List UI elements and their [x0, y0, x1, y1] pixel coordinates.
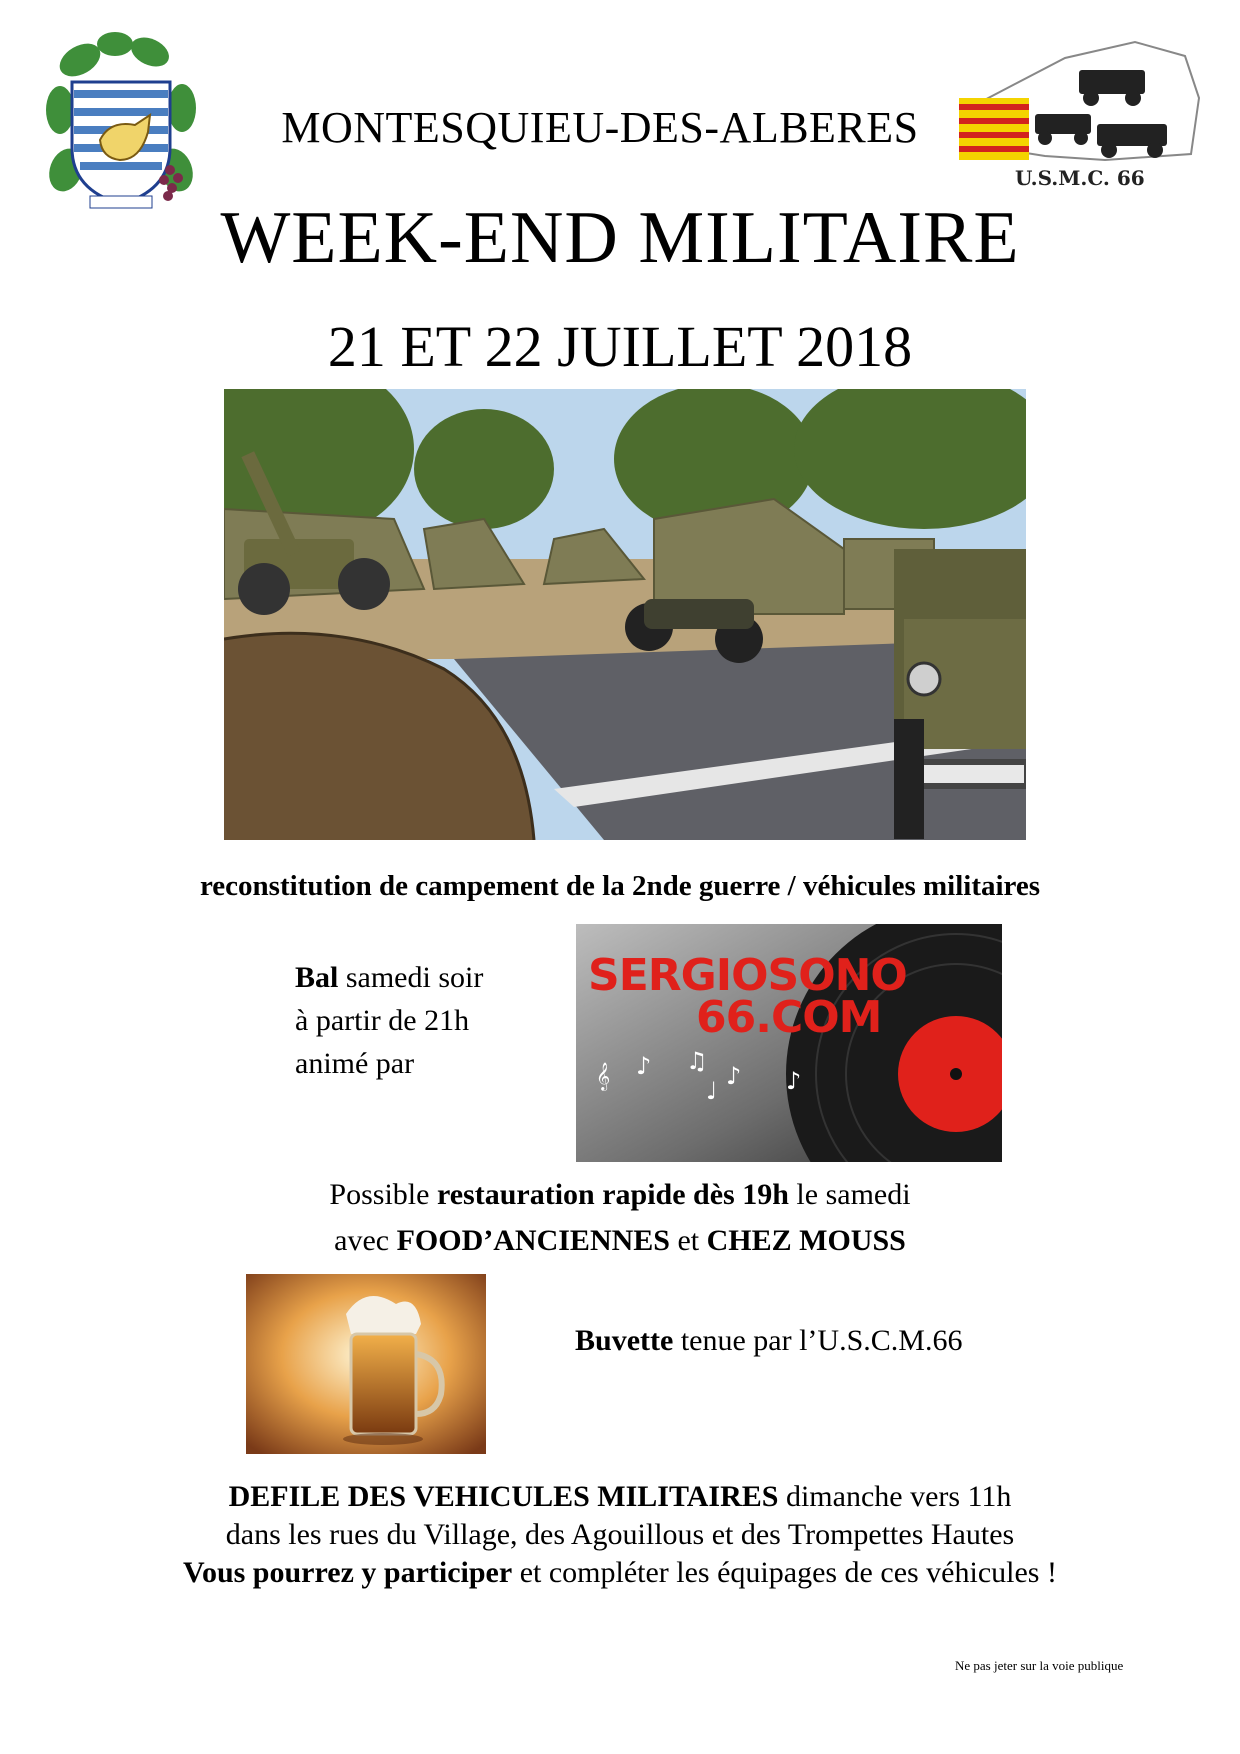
restauration-info: [150, 1172, 1090, 1264]
svg-text:♪: ♪: [636, 1052, 652, 1080]
bal-line-1-rest: samedi soir: [338, 961, 484, 994]
logo-caption: U.S.M.C. 66: [1015, 166, 1145, 190]
sono-text-2: 66.COM: [696, 992, 882, 1043]
svg-text:♪: ♪: [786, 1067, 802, 1095]
svg-text:♪: ♪: [726, 1062, 742, 1090]
resto-l2-c: et: [669, 1224, 707, 1257]
defile-info: [60, 1478, 1180, 1592]
svg-text:♫: ♫: [686, 1047, 708, 1075]
resto-l2-a: avec: [334, 1224, 397, 1257]
defile-line-2: dans les rues du Village, des Agouillous et des Trompettes Hautes: [225, 1518, 1015, 1551]
resto-line-2: [150, 1218, 1090, 1264]
defile-l1-rest: dimanche vers 11h: [778, 1480, 1012, 1513]
bal-line-3: animé par: [295, 1047, 415, 1080]
resto-l2-b: FOOD’ANCIENNES: [396, 1224, 670, 1257]
resto-l1-b: restauration rapide dès 19h: [436, 1178, 789, 1211]
buvette-rest: tenue par l’U.S.C.M.66: [673, 1324, 963, 1357]
defile-l1-bold: DEFILE DES VEHICULES MILITAIRES: [228, 1480, 779, 1513]
defile-l3-bold: Vous pourrez y participer: [183, 1556, 513, 1589]
event-subtitle: reconstitution de campement de la 2nde guerre / véhicules militaires: [199, 870, 1041, 902]
bal-label: Bal: [295, 961, 339, 994]
defile-l3-rest: et compléter les équipages de ces véhicules !: [512, 1556, 1057, 1589]
bal-line-1: [295, 956, 483, 999]
town-name: MONTESQUIEU-DES-ALBERES: [281, 103, 919, 152]
resto-line-1: [150, 1172, 1090, 1218]
defile-line-3: [60, 1554, 1180, 1592]
buvette-info: [575, 1324, 962, 1358]
beer-mug-icon: [246, 1274, 486, 1454]
resto-l2-d: CHEZ MOUSS: [706, 1224, 906, 1257]
buvette-label: Buvette: [575, 1324, 674, 1357]
sono-text-1: SERGIOSONO: [588, 950, 907, 1001]
page-title: WEEK-END MILITAIRE: [220, 197, 1020, 279]
bal-info: [295, 956, 483, 1085]
svg-text:♩: ♩: [706, 1077, 718, 1105]
military-camp-photo: [224, 389, 1026, 840]
event-date: 21 ET 22 JUILLET 2018: [327, 314, 913, 379]
sergiosono-banner: [576, 924, 1002, 1162]
town-crest-icon: [40, 20, 202, 216]
bal-line-2: à partir de 21h: [295, 1004, 470, 1037]
footer-note: Ne pas jeter sur la voie publique: [955, 1658, 1124, 1673]
resto-l1-c: le samedi: [788, 1178, 911, 1211]
resto-l1-a: Possible: [329, 1178, 437, 1211]
svg-text:𝄞: 𝄞: [596, 1062, 611, 1090]
defile-line-1: [60, 1478, 1180, 1516]
